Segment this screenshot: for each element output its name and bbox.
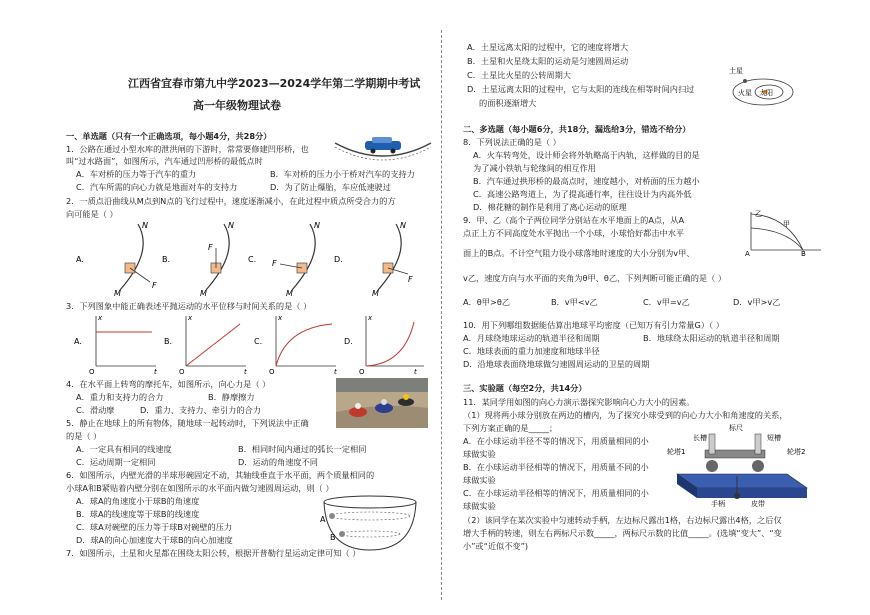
- q2-fig-f-b: F: [208, 243, 213, 252]
- q1-option-d[interactable]: D．为了防止爆胎，车应低速驶过: [270, 182, 391, 192]
- q10-option-b[interactable]: B．地球绕太阳运动的轨道半径和周期: [643, 333, 780, 343]
- q6-option-a[interactable]: A．球A的角速度小于球B的角速度: [76, 496, 200, 506]
- svg-text:x: x: [278, 314, 283, 322]
- q7-option-b[interactable]: B．土星和火星绕太阳的运动是匀速圆周运动: [467, 56, 629, 66]
- q2-fig-f-d: F: [408, 275, 413, 284]
- apparatus-label-tower1: 轮塔1: [667, 448, 686, 456]
- q3-graph-b: [164, 314, 247, 374]
- q10-option-a[interactable]: A．月球绕地球运动的轨道半径和周期: [463, 333, 600, 343]
- bridge-car-figure: [333, 135, 433, 167]
- q5-option-c[interactable]: C．运动周期一定相同: [76, 457, 156, 467]
- q3-graph-a: [74, 314, 157, 374]
- orbit-label-mars: 火星: [738, 89, 752, 97]
- q2-option-c-figure: [248, 221, 320, 298]
- q7-stem: 7．如图所示，土星和火星都在围绕太阳公转，根据开普勒行星运动定律可知（ ）: [66, 548, 361, 558]
- q5-option-a[interactable]: A．一定具有相同的线速度: [76, 444, 172, 454]
- q2-fig-label-a: A.: [76, 255, 84, 264]
- svg-text:O: O: [179, 368, 185, 374]
- q11-part2-cont2: 小”或“近似不变”): [463, 541, 529, 551]
- exam-subtitle: 高一年级物理试卷: [193, 99, 281, 112]
- bowl-label-b: B: [330, 533, 336, 542]
- q2-option-b-figure: [162, 221, 234, 298]
- q2-fig-label-b: B.: [162, 255, 171, 264]
- projectile-label-b: B: [801, 250, 806, 256]
- q10-option-c[interactable]: C．地球表面的重力加速度和地球半径: [463, 346, 600, 356]
- q11-option-b-cont: 球做实验: [463, 475, 496, 485]
- q11-option-a[interactable]: A．在小球运动半径不等的情况下，用质量相同的小: [463, 436, 649, 446]
- projectile-label-yi: 乙: [755, 210, 762, 218]
- apparatus-label-ruler: 标尺: [729, 424, 743, 432]
- q4-option-a[interactable]: A．重力和支持力的合力: [76, 392, 164, 402]
- apparatus-label-long-slot: 长槽: [693, 434, 707, 442]
- q11-part2: （2）该同学在某次实验中匀速转动手柄，左边标尺露出1格，右边标尺露出4格，之后仅: [463, 515, 782, 525]
- svg-text:t: t: [414, 368, 417, 374]
- svg-text:O: O: [359, 368, 365, 374]
- q5-stem-1: 5．静止在地球上的所有物体，随地球一起转动时，下列说法中正确: [66, 418, 309, 428]
- q2-option-d-figure: [334, 221, 413, 298]
- q9-option-a[interactable]: A．θ甲>θ乙: [463, 297, 511, 307]
- q4-stem: 4．在水平面上转弯的摩托车，如图所示，向心力是（ ）: [66, 379, 271, 389]
- q2-fig-label-d: D.: [334, 255, 343, 264]
- q9-stem-2: 点正上方不同高度处水平抛出一个小球，小球恰好都击中水平: [463, 228, 685, 238]
- apparatus-label-belt: 皮带: [751, 500, 765, 508]
- svg-text:t: t: [334, 368, 337, 374]
- svg-text:x: x: [368, 314, 373, 322]
- q6-stem-2: 小球A和B紧贴着内壁分别在如图所示的水平面内做匀速圆周运动，则（ ）: [66, 483, 334, 493]
- section-single-choice: 一、单选题（只有一个正确选项，每小题4分，共28分）: [66, 131, 272, 141]
- q2-fig-n-b: N: [228, 221, 234, 230]
- q3-label-d: D.: [344, 337, 353, 346]
- apparatus-label-handle: 手柄: [711, 500, 725, 508]
- q11-part1: （1）现将两小球分别放在两边的槽内，为了探究小球受到的向心力大小和角速度的关系，: [463, 410, 788, 420]
- q2-fig-f-a: F: [152, 281, 157, 290]
- q8-option-c[interactable]: C．高速公路弯道上，为了提高通行率，往往设计为内高外低: [473, 189, 692, 199]
- q8-option-a-cont: 为了减小铁轨与轮缘间的相互作用: [473, 163, 596, 173]
- q2-fig-n-c: N: [314, 221, 320, 230]
- q4-option-c[interactable]: C．滑动摩: [76, 405, 115, 415]
- q2-option-a-figure: [76, 221, 157, 298]
- q6-stem-1: 6．如图所示，内壁光滑的半球形碗固定不动，其轴线垂直于水平面，两个质量相同的: [66, 470, 375, 480]
- q7-option-d[interactable]: D．土星远离太阳的过程中，它与太阳的连线在相等时间内扫过: [467, 84, 695, 94]
- q3-label-b: B.: [164, 337, 173, 346]
- q6-option-d[interactable]: D．球A的向心加速度大于球B的向心加速度: [76, 535, 233, 545]
- q2-fig-m-a: M: [114, 289, 121, 298]
- projectile-label-jia: 甲: [783, 220, 790, 228]
- q11-option-c[interactable]: C．在小球运动半径相等的情况下，用质量相同的小: [463, 488, 649, 498]
- q11-option-c-cont: 球做实验: [463, 501, 496, 511]
- q3-graph-c: [254, 314, 337, 374]
- apparatus-label-short-slot: 短槽: [767, 434, 781, 442]
- q3-graphs-figure: [74, 312, 424, 374]
- projectile-label-a: A: [745, 250, 750, 256]
- centripetal-apparatus-figure: [667, 424, 817, 510]
- svg-text:x: x: [98, 314, 103, 322]
- q1-option-c[interactable]: C．汽车所需的向心力就是地面对车的支持力: [76, 182, 238, 192]
- orbit-label-saturn: 土星: [729, 67, 743, 75]
- svg-text:t: t: [154, 368, 157, 374]
- q5-stem-2: 的是（ ）: [66, 431, 102, 441]
- q9-stem-1: 9．甲、乙（高个子两位同学分别站在水平地面上的A点，从A: [463, 215, 685, 225]
- q1-stem-1: 1．公路在通过小型水库的泄洪闸的下游时，常常要修建凹形桥，也: [66, 144, 309, 154]
- q9-stem-4: v乙，速度方向与水平面的夹角为θ甲、θ乙，下列判断可能正确的是（ ）: [463, 273, 727, 283]
- q2-fig-m-b: M: [200, 289, 207, 298]
- q11-part2-cont: 增大手柄的转速，则左右两标尺示数_____，两标尺示数的比值_____。(选填“变大”、“变: [463, 528, 782, 538]
- orbit-label-sun: 太阳: [759, 89, 773, 97]
- q9-option-d[interactable]: D．v甲>v乙: [733, 297, 781, 307]
- q2-fig-n-a: N: [142, 221, 148, 230]
- q7-option-d-cont: 的面积逐渐增大: [479, 98, 537, 108]
- bowl-label-a: A: [320, 515, 326, 524]
- q1-stem-2: 叫“过水路面”，如图所示，汽车通过凹形桥的最低点时: [66, 156, 263, 166]
- section-multi-choice: 二、多选题（每小题6分，共18分，漏选给3分，错选不给分）: [463, 124, 691, 134]
- q11-stem: 11．某同学用如图的向心力演示器探究影响向心力大小的因素。: [463, 397, 695, 407]
- q10-option-d[interactable]: D．沿地球表面绕地球做匀速圆周运动的卫星的周期: [463, 359, 650, 369]
- apparatus-label-tower2: 轮塔2: [787, 448, 806, 456]
- q11-option-b[interactable]: B．在小球运动半径相等的情况下，用质量不同的小: [463, 462, 649, 472]
- q11-option-a-cont: 球做实验: [463, 449, 496, 459]
- q2-fig-m-d: M: [372, 289, 379, 298]
- q4-option-b[interactable]: B．静摩擦力: [208, 392, 255, 402]
- q8-option-b[interactable]: B．汽车通过拱形桥的最高点时，速度越小，对桥面的压力越小: [473, 176, 700, 186]
- q5-option-b[interactable]: B．相同时间内通过的弧长一定相同: [238, 444, 367, 454]
- q9-option-c[interactable]: C．v甲=v乙: [643, 297, 690, 307]
- q7-option-c[interactable]: C．土星比火星的公转周期大: [467, 70, 571, 80]
- q1-option-b[interactable]: B．车对桥的压力小于桥对汽车的支持力: [270, 169, 415, 179]
- bowl-figure: [320, 494, 420, 556]
- section-experiment: 三、实验题（每空2分，共14分）: [463, 383, 587, 393]
- q1-option-a[interactable]: A．车对桥的压力等于汽车的重力: [76, 169, 197, 179]
- orbit-figure: [727, 64, 797, 108]
- q2-stem-1: 2．一质点沿曲线从M点到N点的飞行过程中，速度逐渐减小，在此过程中质点所受合力的方: [66, 196, 396, 206]
- q2-force-figure: [76, 218, 416, 298]
- q2-fig-label-c: C.: [248, 255, 257, 264]
- q2-fig-m-c: M: [286, 289, 293, 298]
- q8-option-d[interactable]: D．棉花糖的制作是利用了离心运动的原理: [473, 202, 627, 212]
- q3-label-a: A.: [74, 337, 82, 346]
- q2-fig-f-c: F: [272, 259, 277, 268]
- q10-stem: 10．用下列哪组数据能估算出地球平均密度（已知万有引力常量G）（ ）: [463, 320, 724, 330]
- q6-option-b[interactable]: B．球A的线速度等于球B的线速度: [76, 509, 200, 519]
- q3-graph-d: [344, 314, 424, 374]
- left-column: [58, 0, 428, 615]
- q3-stem: 3．下列图象中能正确表述平抛运动的水平位移与时间关系的是（ ）: [66, 301, 312, 311]
- motorcycle-photo: [336, 378, 428, 428]
- q2-stem-2: 向可能是（ ）: [66, 209, 118, 219]
- svg-text:O: O: [89, 368, 95, 374]
- q9-option-b[interactable]: B．v甲<v乙: [551, 297, 598, 307]
- q9-stem-3: 面上的B点。不计空气阻力设小球落地时速度的大小分别为v甲、: [463, 248, 695, 258]
- q5-option-d[interactable]: D．运动的角速度不同: [238, 457, 318, 467]
- q2-fig-n-d: N: [400, 221, 406, 230]
- q11-part1-cont: 下列方案正确的是_____；: [463, 423, 558, 433]
- right-column: [455, 0, 830, 615]
- q8-option-a[interactable]: A．火车转弯处，设计师会将外轨略高于内轨，这样做的目的是: [473, 150, 700, 160]
- q4-option-d[interactable]: D．重力、支持力、牵引力的合力: [140, 405, 261, 415]
- svg-text:t: t: [244, 368, 247, 374]
- q3-label-c: C.: [254, 337, 263, 346]
- q7-option-a[interactable]: A．土星远离太阳的过程中，它的速度将增大: [467, 42, 629, 52]
- projectile-figure: [743, 206, 823, 256]
- svg-text:x: x: [188, 314, 193, 322]
- svg-text:O: O: [269, 368, 275, 374]
- exam-title: 江西省宜春市第九中学2023—2024学年第二学期期中考试: [128, 77, 421, 90]
- column-divider: [441, 30, 442, 600]
- q8-stem: 8．下列说法正确的是（ ）: [463, 137, 561, 147]
- q6-option-c[interactable]: C．球A对碗壁的压力等于球B对碗壁的压力: [76, 522, 233, 532]
